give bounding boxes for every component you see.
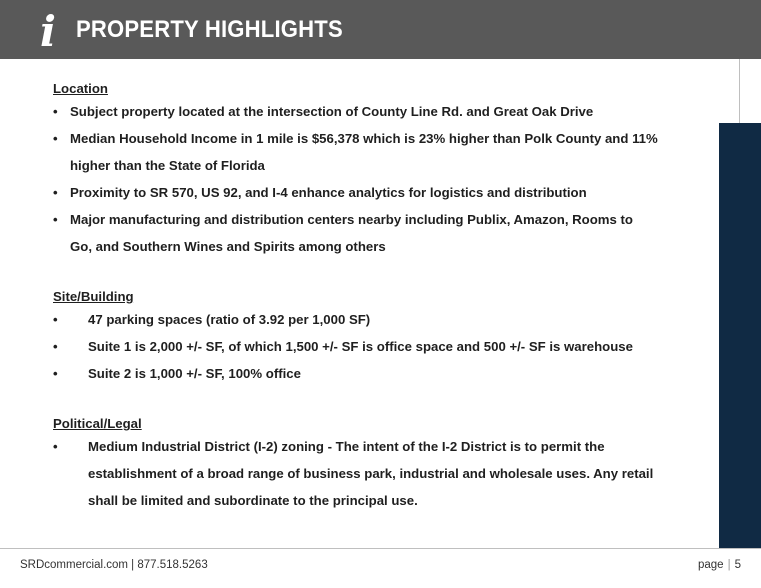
page-label: page	[698, 559, 724, 571]
list-item-continuation: higher than the State of Florida	[70, 158, 265, 173]
section-heading-site-building: Site/Building	[53, 289, 134, 304]
header-bar	[0, 0, 761, 59]
page-number: 5	[734, 559, 741, 571]
bullet-dot: •	[53, 104, 58, 119]
list-item: • Median Household Income in 1 mile is $56,378 which is 23% higher than Polk County and 11%	[53, 125, 703, 152]
list-item-continuation: establishment of a broad range of business park, industrial and wholesale uses. Any retail	[88, 466, 654, 481]
footer-page-indicator	[698, 559, 741, 571]
page-title: PROPERTY HIGHLIGHTS	[76, 15, 343, 43]
footer-contact: SRDcommercial.com | 877.518.5263	[20, 559, 208, 571]
section-heading-location: Location	[53, 81, 108, 96]
bullet-dot: •	[53, 312, 58, 327]
info-icon: i	[40, 6, 56, 56]
footer-divider	[0, 548, 761, 549]
list-item: • Subject property located at the intersection of County Line Rd. and Great Oak Drive	[53, 98, 703, 125]
list-item-continuation: shall be limited and subordinate to the principal use.	[88, 493, 418, 508]
bullet-dot: •	[53, 185, 58, 200]
list-item: • Suite 2 is 1,000 +/- SF, 100% office	[53, 360, 703, 387]
highlights-content	[53, 79, 703, 514]
location-bullets	[53, 98, 703, 260]
list-item: • Proximity to SR 570, US 92, and I-4 enhance analytics for logistics and distribution	[53, 179, 703, 206]
bullet-dot: •	[53, 366, 58, 381]
page-separator: |	[727, 559, 731, 571]
list-item-continuation: Go, and Southern Wines and Spirits among others	[70, 239, 386, 254]
list-item: • Medium Industrial District (I-2) zoning - The intent of the I-2 District is to permit the	[53, 433, 703, 460]
accent-sidebar	[719, 123, 761, 548]
bullet-dot: •	[53, 131, 58, 146]
list-item: • Major manufacturing and distribution centers nearby including Publix, Amazon, Rooms to	[53, 206, 703, 233]
list-item: • 47 parking spaces (ratio of 3.92 per 1,000 SF)	[53, 306, 703, 333]
list-item: • Suite 1 is 2,000 +/- SF, of which 1,500 +/- SF is office space and 500 +/- SF is warehouse	[53, 333, 703, 360]
vertical-divider	[739, 59, 740, 123]
bullet-dot: •	[53, 339, 58, 354]
site-bullets	[53, 306, 703, 387]
bullet-dot: •	[53, 212, 58, 227]
section-heading-political-legal: Political/Legal	[53, 416, 142, 431]
bullet-dot: •	[53, 439, 58, 454]
political-bullets	[53, 433, 703, 514]
